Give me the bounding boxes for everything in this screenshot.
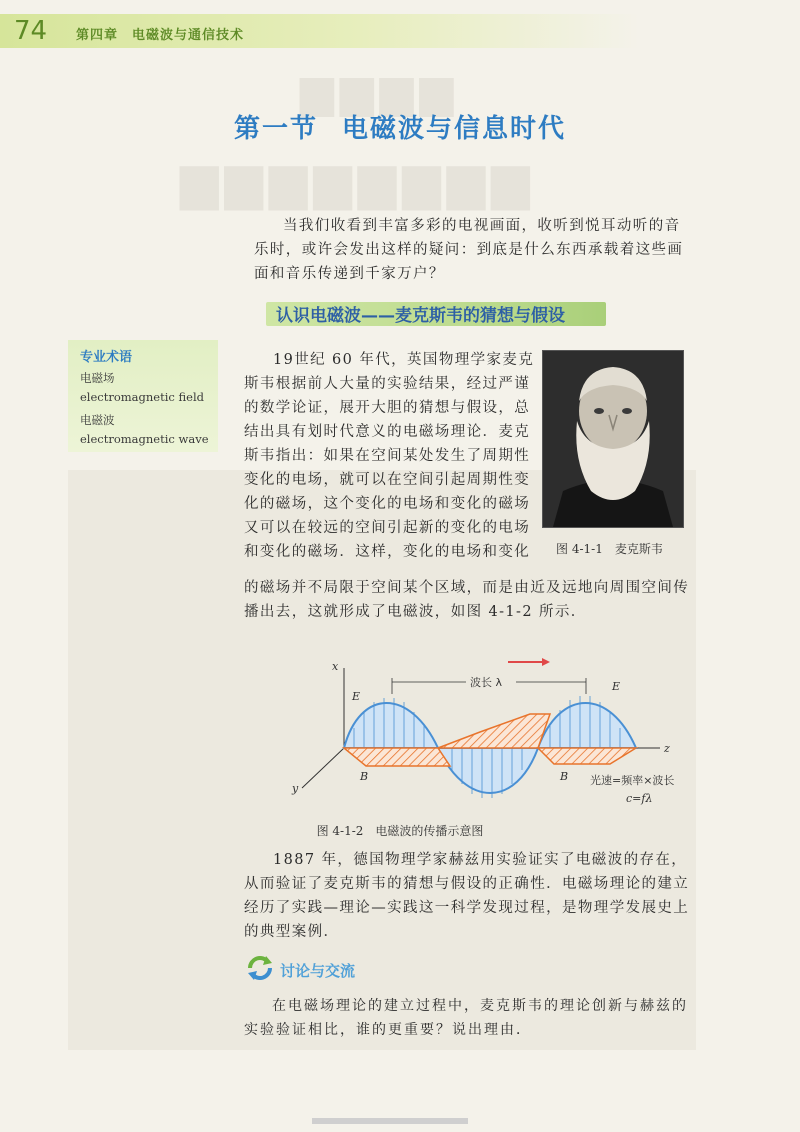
sidebar-title: 专业术语 — [80, 350, 133, 365]
term-electromagnetic-wave-cn: 电磁波 — [80, 413, 115, 427]
e-label-left: E — [352, 690, 361, 703]
intro-paragraph: 当我们收看到丰富多彩的电视画面，收听到悦耳动听的音乐时，或许会发出这样的疑问：到底是什么东西承载着这些画面和音乐传递到千家万户？ — [254, 218, 684, 282]
body-paragraph-1b: 的磁场并不局限于空间某个区域，而是由近及远地向周围空间传播出去，这就形成了电磁波，如图 4-1-2 所示． — [244, 580, 690, 620]
running-head — [76, 24, 258, 43]
b-label-left: B — [360, 770, 369, 783]
em-wave-diagram — [280, 648, 680, 828]
term-electromagnetic-field-en: electromagnetic field — [80, 390, 205, 404]
figure-2-caption: 图 4-1-2 电磁波的传播示意图 — [316, 824, 484, 838]
b-label-right: B — [560, 770, 569, 783]
figure-1-caption: 图 4-1-1 麦克斯韦 — [556, 542, 663, 556]
subheading-banner — [266, 298, 606, 330]
faded-watermark-bottom: ▆▆▆▆▆▆▆▆ — [180, 152, 536, 210]
discussion-heading — [244, 952, 356, 988]
axis-x-label: x — [332, 660, 339, 673]
chapter-number: 第四章 — [76, 28, 119, 43]
page-number: 74 — [14, 16, 48, 46]
term-electromagnetic-field-cn: 电磁场 — [80, 371, 115, 385]
section-title — [0, 108, 800, 145]
faded-watermark-top: ▆▆▆▆ — [300, 66, 460, 117]
body-paragraph-2: 1887 年，德国物理学家赫兹用实验证实了电磁波的存在，从而验证了麦克斯韦的猜想与假设的正确性．电磁场理论的建立经历了实践—理论—实践这一科学发现过程，是物理学发展史上的典型案例． — [244, 852, 690, 940]
subheading-text: 认识电磁波——麦克斯韦的猜想与假设 — [276, 306, 565, 326]
body-paragraph-1a: 19世纪 60 年代，英国物理学家麦克斯韦根据前人大量的实验结果，经过严谨的数学论证，展开大胆的猜想与假设，总结出具有划时代意义的电磁场理论．麦克斯韦指出：如果在空间某处发生了周期性变化的电场，就可以在空间引起周期性变化的磁场，这个变化的电场和变化的磁场又可以在较远的空间引起新的变化的电场和变化的磁场．这样，变化的电场和变化 — [244, 352, 535, 560]
wavelength-label: 波长 λ — [470, 676, 503, 689]
section-number: 第一节 — [233, 114, 318, 144]
axis-y-label: y — [292, 782, 299, 795]
chapter-title: 电磁波与通信技术 — [132, 28, 245, 43]
y-axis-line — [302, 748, 344, 788]
discussion-title: 讨论与交流 — [280, 962, 356, 980]
e-label-right: E — [612, 680, 621, 693]
axis-z-label: z — [664, 742, 670, 755]
discussion-cycle-icon — [244, 952, 276, 984]
maxwell-portrait — [542, 350, 684, 528]
term-electromagnetic-wave-en: electromagnetic wave — [80, 432, 209, 446]
section-name: 电磁波与信息时代 — [342, 114, 567, 144]
formula-text: 光速=频率×波长 — [590, 774, 675, 787]
scan-edge-mark — [312, 1118, 468, 1124]
discussion-text: 在电磁场理论的建立过程中，麦克斯韦的理论创新与赫兹的实验验证相比，谁的更重要？说出理由． — [244, 998, 688, 1038]
portrait-illustration — [543, 351, 683, 527]
formula: c=fλ — [626, 792, 653, 805]
